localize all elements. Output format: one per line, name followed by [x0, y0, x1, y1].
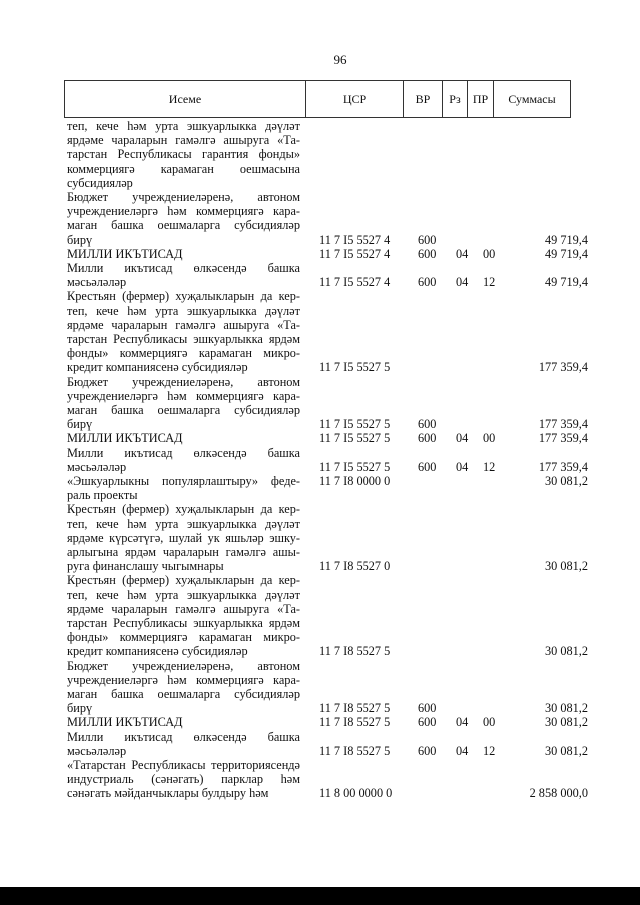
row-name-line: Милли икътисад өлкәсендә башка — [67, 260, 300, 275]
row-csr-code: 11 7 I8 5527 0 — [319, 559, 391, 574]
row-vr-code: 600 — [418, 701, 437, 716]
table-body — [0, 119, 640, 800]
row-sum: 30 081,2 — [544, 715, 588, 730]
row-csr-code: 11 7 I8 5527 5 — [319, 644, 391, 659]
row-name-line: тарстан Республикасы эшкуарлыкка ярдәм — [67, 331, 300, 346]
row-csr-code: 11 7 I5 5527 5 — [319, 360, 391, 375]
row-name-line: сәнәгать мәйданчыклары булдыру һәм — [67, 786, 269, 801]
row-sum: 49 719,4 — [544, 232, 588, 247]
row-name — [67, 431, 300, 445]
row-name-line: мәсьәләләр — [67, 743, 127, 758]
row-sum: 49 719,4 — [544, 275, 588, 290]
row-name-line: индустриаль (сәнәгать) парклар һәм — [67, 772, 300, 787]
header-rz: Рз — [443, 81, 468, 118]
row-sum: 30 081,2 — [544, 644, 588, 659]
row-name-line: фонды» коммерциягә карамаган микро- — [67, 630, 300, 645]
row-rz-code: 04 — [456, 459, 469, 474]
row-name — [67, 446, 300, 474]
header-vr: ВР — [404, 81, 443, 118]
header-pr: ПР — [468, 81, 494, 118]
row-name-line: тарстан Республикасы эшкуарлыкка ярдәм — [67, 615, 300, 630]
row-sum: 177 359,4 — [538, 360, 588, 375]
row-name — [67, 190, 300, 247]
row-name-line: теп, кече һәм урта эшкуарлыкка дәүләт — [67, 303, 300, 318]
table-row — [0, 715, 640, 729]
row-rz-code: 04 — [456, 246, 469, 261]
table-row — [0, 431, 640, 445]
row-vr-code: 600 — [418, 275, 437, 290]
row-name-line: Милли икътисад өлкәсендә башка — [67, 445, 300, 460]
row-sum: 30 081,2 — [544, 559, 588, 574]
scan-edge — [0, 887, 640, 905]
row-vr-code: 600 — [418, 743, 437, 758]
row-csr-code: 11 7 I5 5527 4 — [319, 275, 391, 290]
row-name-line: маган башка оешмаларга субсидияләр — [67, 402, 300, 417]
row-name-line: Бюджет учреждениеләренә, автоном — [67, 190, 300, 204]
row-rz-code: 04 — [456, 715, 469, 730]
row-csr-code: 11 7 I8 5527 5 — [319, 715, 391, 730]
row-name-line: бирү — [67, 701, 93, 716]
row-name-line: Милли икътисад өлкәсендә башка — [67, 729, 300, 744]
row-name-line: ярдәме чараларын гамәлгә ашыруга «Та- — [67, 317, 300, 332]
row-sum: 177 359,4 — [538, 417, 588, 432]
row-name — [67, 502, 300, 573]
row-name-line: ярдәме күрсәтүгә, шулай ук яшьләр эшку- — [67, 530, 300, 545]
row-name — [67, 474, 300, 502]
page-number: 96 — [333, 52, 347, 67]
row-name — [67, 289, 300, 374]
row-name-line: ярдәме чараларын гамәлгә ашыруга «Та- — [67, 601, 300, 616]
table-row — [0, 758, 640, 801]
row-name-line: теп, кече һәм урта эшкуарлыкка дәүләт — [67, 587, 300, 602]
row-csr-code: 11 7 I5 5527 5 — [319, 417, 391, 432]
table-row — [0, 573, 640, 658]
row-vr-code: 600 — [418, 246, 437, 261]
row-name-line: учреждениеләргә һәм коммерциягә кара- — [67, 388, 300, 403]
row-name-line: МИЛЛИ ИКЪТИСАД — [67, 715, 183, 730]
row-csr-code: 11 7 I8 0000 0 — [319, 473, 391, 488]
row-name-line: Крестьян (фермер) хуҗалыкларын да кер- — [67, 289, 300, 304]
row-name-line: бирү — [67, 417, 93, 432]
row-rz-code: 04 — [456, 743, 469, 758]
row-name-line: раль проекты — [67, 488, 138, 503]
row-pr-code: 00 — [483, 431, 496, 446]
row-name-line: учреждениеләргә һәм коммерциягә кара- — [67, 672, 300, 687]
row-vr-code: 600 — [418, 232, 437, 247]
row-name — [67, 247, 300, 261]
row-name-line: «Татарстан Республикасы территориясендә — [67, 757, 300, 772]
row-csr-code: 11 7 I8 5527 5 — [319, 743, 391, 758]
row-name-line: кредит компаниясенә субсидияләр — [67, 360, 248, 375]
row-name-line: арлыгына ярдәм чараларын гамәлгә ашы- — [67, 544, 300, 559]
row-vr-code: 600 — [418, 715, 437, 730]
row-name-line: МИЛЛИ ИКЪТИСАД — [67, 431, 183, 446]
row-vr-code: 600 — [418, 459, 437, 474]
row-name — [67, 119, 300, 190]
row-name-line: Бюджет учреждениеләренә, автоном — [67, 374, 300, 389]
row-name-line: теп, кече һәм урта эшкуарлыкка дәүләт — [67, 516, 300, 531]
header-sum: Суммасы — [494, 81, 571, 118]
row-name — [67, 730, 300, 758]
row-name-line: учреждениеләргә һәм коммерциягә кара- — [67, 204, 300, 219]
row-vr-code: 600 — [418, 417, 437, 432]
row-name-line: Крестьян (фермер) хуҗалыкларын да кер- — [67, 502, 300, 517]
row-sum: 177 359,4 — [538, 459, 588, 474]
row-sum: 30 081,2 — [544, 701, 588, 716]
row-name — [67, 659, 300, 716]
row-csr-code: 11 7 I5 5527 5 — [319, 459, 391, 474]
table-header — [64, 80, 571, 118]
row-name-line: руга финанслашу чыгымнары — [67, 559, 224, 574]
header-csr: ЦСР — [306, 81, 404, 118]
row-name — [67, 375, 300, 432]
table-row — [0, 190, 640, 247]
header-name: Исеме — [65, 81, 306, 118]
table-row — [0, 375, 640, 432]
row-name-line: тарстан Республикасы гарантия фонды» — [67, 147, 300, 162]
row-sum: 49 719,4 — [544, 246, 588, 261]
row-name-line: маган башка оешмаларга субсидияләр — [67, 218, 300, 233]
row-pr-code: 12 — [483, 275, 496, 290]
table-row — [0, 474, 640, 502]
row-sum: 177 359,4 — [538, 431, 588, 446]
row-name-line: бирү — [67, 232, 93, 247]
table-row — [0, 730, 640, 758]
row-name — [67, 715, 300, 729]
row-name-line: мәсьәләләр — [67, 459, 127, 474]
row-name-line: теп, кече һәм урта эшкуарлыкка дәүләт — [67, 119, 300, 133]
row-csr-code: 11 8 00 0000 0 — [319, 786, 393, 801]
row-name-line: кредит компаниясенә субсидияләр — [67, 644, 248, 659]
row-pr-code: 12 — [483, 459, 496, 474]
table-row — [0, 247, 640, 261]
row-name-line: МИЛЛИ ИКЪТИСАД — [67, 246, 183, 261]
row-sum: 2 858 000,0 — [529, 786, 588, 801]
row-name-line: «Эшкуарлыкны популярлаштыру» феде- — [67, 473, 300, 488]
table-row — [0, 119, 640, 190]
row-vr-code: 600 — [418, 431, 437, 446]
row-sum: 30 081,2 — [544, 473, 588, 488]
row-name — [67, 758, 300, 801]
row-csr-code: 11 7 I8 5527 5 — [319, 701, 391, 716]
row-rz-code: 04 — [456, 275, 469, 290]
row-csr-code: 11 7 I5 5527 5 — [319, 431, 391, 446]
row-name-line: фонды» коммерциягә карамаган микро- — [67, 346, 300, 361]
row-name — [67, 573, 300, 658]
row-name-line: ярдәме чараларын гамәлгә ашыруга «Та- — [67, 133, 300, 148]
row-pr-code: 00 — [483, 246, 496, 261]
table-row — [0, 289, 640, 374]
row-csr-code: 11 7 I5 5527 4 — [319, 246, 391, 261]
row-name — [67, 261, 300, 289]
row-csr-code: 11 7 I5 5527 4 — [319, 232, 391, 247]
row-pr-code: 12 — [483, 743, 496, 758]
row-name-line: мәсьәләләр — [67, 275, 127, 290]
row-name-line: маган башка оешмаларга субсидияләр — [67, 686, 300, 701]
row-name-line: Бюджет учреждениеләренә, автоном — [67, 658, 300, 673]
row-name-line: Крестьян (фермер) хуҗалыкларын да кер- — [67, 573, 300, 588]
row-sum: 30 081,2 — [544, 743, 588, 758]
row-name-line: субсидияләр — [67, 175, 133, 190]
table-row — [0, 261, 640, 289]
row-name-line: коммерциягә карамаган оешмасына — [67, 161, 300, 176]
table-row — [0, 446, 640, 474]
table-row — [0, 502, 640, 573]
table-row — [0, 659, 640, 716]
row-rz-code: 04 — [456, 431, 469, 446]
row-pr-code: 00 — [483, 715, 496, 730]
